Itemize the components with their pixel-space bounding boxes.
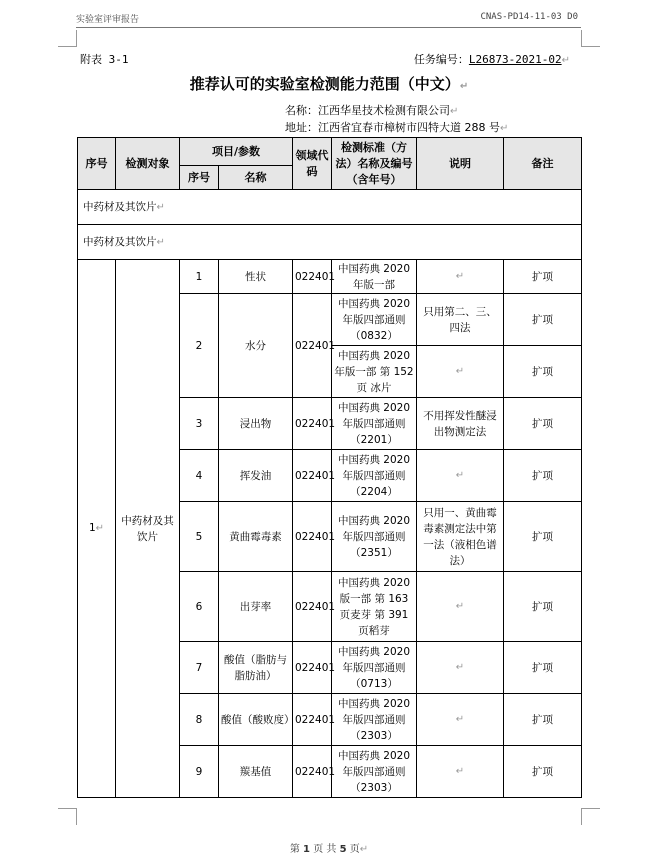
row-no: 5 — [180, 502, 219, 572]
paragraph-mark: ↵ — [455, 366, 465, 377]
row-code: 022401 — [293, 398, 332, 450]
category-text: 中药材及其饮片 — [83, 235, 157, 248]
header-seq: 序号 — [78, 138, 116, 190]
row-code: 022401 — [293, 694, 332, 746]
title-text: 推荐认可的实验室检测能力范围（中文） — [189, 75, 460, 93]
total-pages: 5 — [339, 844, 347, 855]
row-code: 022401 — [293, 746, 332, 798]
paragraph-mark: ↵ — [455, 470, 465, 481]
row-remark: 扩项 — [504, 294, 582, 346]
category-text: 中药材及其饮片 — [83, 200, 157, 213]
crop-mark-bottom-left — [58, 808, 77, 825]
category-row — [78, 225, 582, 260]
row-standard: 中国药典 2020 年版四部通则（0832） — [332, 294, 417, 346]
row-note — [417, 346, 504, 398]
row-standard: 中国药典 2020 年版四部通则（0713） — [332, 642, 417, 694]
paragraph-mark: ↵ — [95, 523, 105, 534]
page-header-left: 实验室评审报告 — [76, 15, 140, 25]
lab-name-text: 名称：江西华星技术检测有限公司 — [285, 104, 450, 117]
row-name: 浸出物 — [219, 398, 293, 450]
paragraph-mark: ↵ — [561, 55, 570, 66]
group-object: 中药材及其饮片 — [116, 260, 180, 798]
row-code: 022401 — [293, 450, 332, 502]
row-remark: 扩项 — [504, 502, 582, 572]
header-standard: 检测标准（方法）名称及编号（含年号） — [332, 138, 417, 190]
lab-address-text: 地址：江西省宜春市樟树市四特大道 288 号 — [285, 121, 500, 134]
row-standard: 中国药典 2020 年版四部通则（2303） — [332, 694, 417, 746]
page-header-right: CNAS-PD14-11-03 D0 — [480, 12, 578, 22]
row-note: 只用一、黄曲霉毒素测定法中第一法（液相色谱法） — [417, 502, 504, 572]
paragraph-mark: ↵ — [455, 271, 465, 282]
header-item-param: 项目/参数 — [180, 138, 293, 166]
row-no: 1 — [180, 260, 219, 294]
paragraph-mark: ↵ — [455, 714, 465, 725]
header-sub-name: 名称 — [219, 166, 293, 190]
page-footer — [0, 840, 658, 855]
row-name: 性状 — [219, 260, 293, 294]
row-remark: 扩项 — [504, 572, 582, 642]
lab-address — [285, 119, 508, 135]
paragraph-mark: ↵ — [459, 81, 469, 92]
row-code: 022401 — [293, 294, 332, 398]
crop-mark-top-left — [58, 30, 77, 47]
row-note — [417, 450, 504, 502]
row-name: 羰基值 — [219, 746, 293, 798]
group-seq — [78, 260, 116, 798]
row-standard: 中国药典 2020 年版四部通则（2201） — [332, 398, 417, 450]
paragraph-mark: ↵ — [455, 601, 465, 612]
row-note: 不用挥发性醚浸出物测定法 — [417, 398, 504, 450]
paragraph-mark: ↵ — [455, 662, 465, 673]
row-note — [417, 260, 504, 294]
header-object: 检测对象 — [116, 138, 180, 190]
row-name: 水分 — [219, 294, 293, 398]
row-no: 6 — [180, 572, 219, 642]
row-code: 022401 — [293, 572, 332, 642]
header-remark: 备注 — [504, 138, 582, 190]
header-field-code: 领域代码 — [293, 138, 332, 190]
task-number-value: L26873-2021-02 — [468, 53, 562, 66]
row-no: 4 — [180, 450, 219, 502]
row-remark: 扩项 — [504, 346, 582, 398]
row-standard: 中国药典 2020 年版四部通则（2204） — [332, 450, 417, 502]
row-remark: 扩项 — [504, 260, 582, 294]
paragraph-mark: ↵ — [450, 106, 459, 117]
header-rule — [76, 27, 581, 28]
header-sub-seq: 序号 — [180, 166, 219, 190]
row-note: 只用第二、三、四法 — [417, 294, 504, 346]
task-label: 任务编号： — [413, 53, 469, 66]
row-name: 挥发油 — [219, 450, 293, 502]
row-remark: 扩项 — [504, 450, 582, 502]
crop-mark-bottom-right — [581, 808, 600, 825]
row-name: 出芽率 — [219, 572, 293, 642]
header-note: 说明 — [417, 138, 504, 190]
page-label-pre: 第 — [289, 844, 300, 855]
row-remark: 扩项 — [504, 642, 582, 694]
category-row — [78, 190, 582, 225]
group-seq-text: 1 — [88, 522, 96, 534]
paragraph-mark: ↵ — [156, 201, 165, 213]
row-no: 3 — [180, 398, 219, 450]
row-remark: 扩项 — [504, 398, 582, 450]
row-code: 022401 — [293, 260, 332, 294]
appendix-label: 附表 3-1 — [80, 53, 129, 66]
row-no: 9 — [180, 746, 219, 798]
row-no: 7 — [180, 642, 219, 694]
paragraph-mark: ↵ — [359, 844, 369, 855]
task-number — [414, 51, 570, 67]
row-remark: 扩项 — [504, 694, 582, 746]
paragraph-mark: ↵ — [455, 766, 465, 777]
row-no: 2 — [180, 294, 219, 398]
paragraph-mark: ↵ — [500, 123, 509, 134]
row-standard: 中国药典 2020 年版一部 第 152 页 冰片 — [332, 346, 417, 398]
row-name: 黄曲霉毒素 — [219, 502, 293, 572]
row-no: 8 — [180, 694, 219, 746]
row-note — [417, 746, 504, 798]
document-title — [0, 73, 658, 94]
row-note — [417, 694, 504, 746]
page-label-post: 页 — [349, 844, 360, 855]
crop-mark-top-right — [581, 30, 600, 47]
page-number: 1 — [303, 844, 311, 855]
scope-table — [77, 137, 582, 798]
row-standard: 中国药典 2020 年版一部 — [332, 260, 417, 294]
row-standard: 中国药典 2020 年版四部通则（2351） — [332, 502, 417, 572]
row-standard: 中国药典 2020 版一部 第 163 页麦芽 第 391 页稻芽 — [332, 572, 417, 642]
lab-name — [285, 102, 458, 118]
row-name: 酸值（酸败度） — [219, 694, 293, 746]
row-note — [417, 572, 504, 642]
row-code: 022401 — [293, 642, 332, 694]
row-name: 酸值（脂肪与脂肪油） — [219, 642, 293, 694]
paragraph-mark: ↵ — [156, 236, 165, 248]
page-label-mid: 页 共 — [313, 844, 337, 855]
row-remark: 扩项 — [504, 746, 582, 798]
row-note — [417, 642, 504, 694]
row-standard: 中国药典 2020 年版四部通则（2303） — [332, 746, 417, 798]
row-code: 022401 — [293, 502, 332, 572]
